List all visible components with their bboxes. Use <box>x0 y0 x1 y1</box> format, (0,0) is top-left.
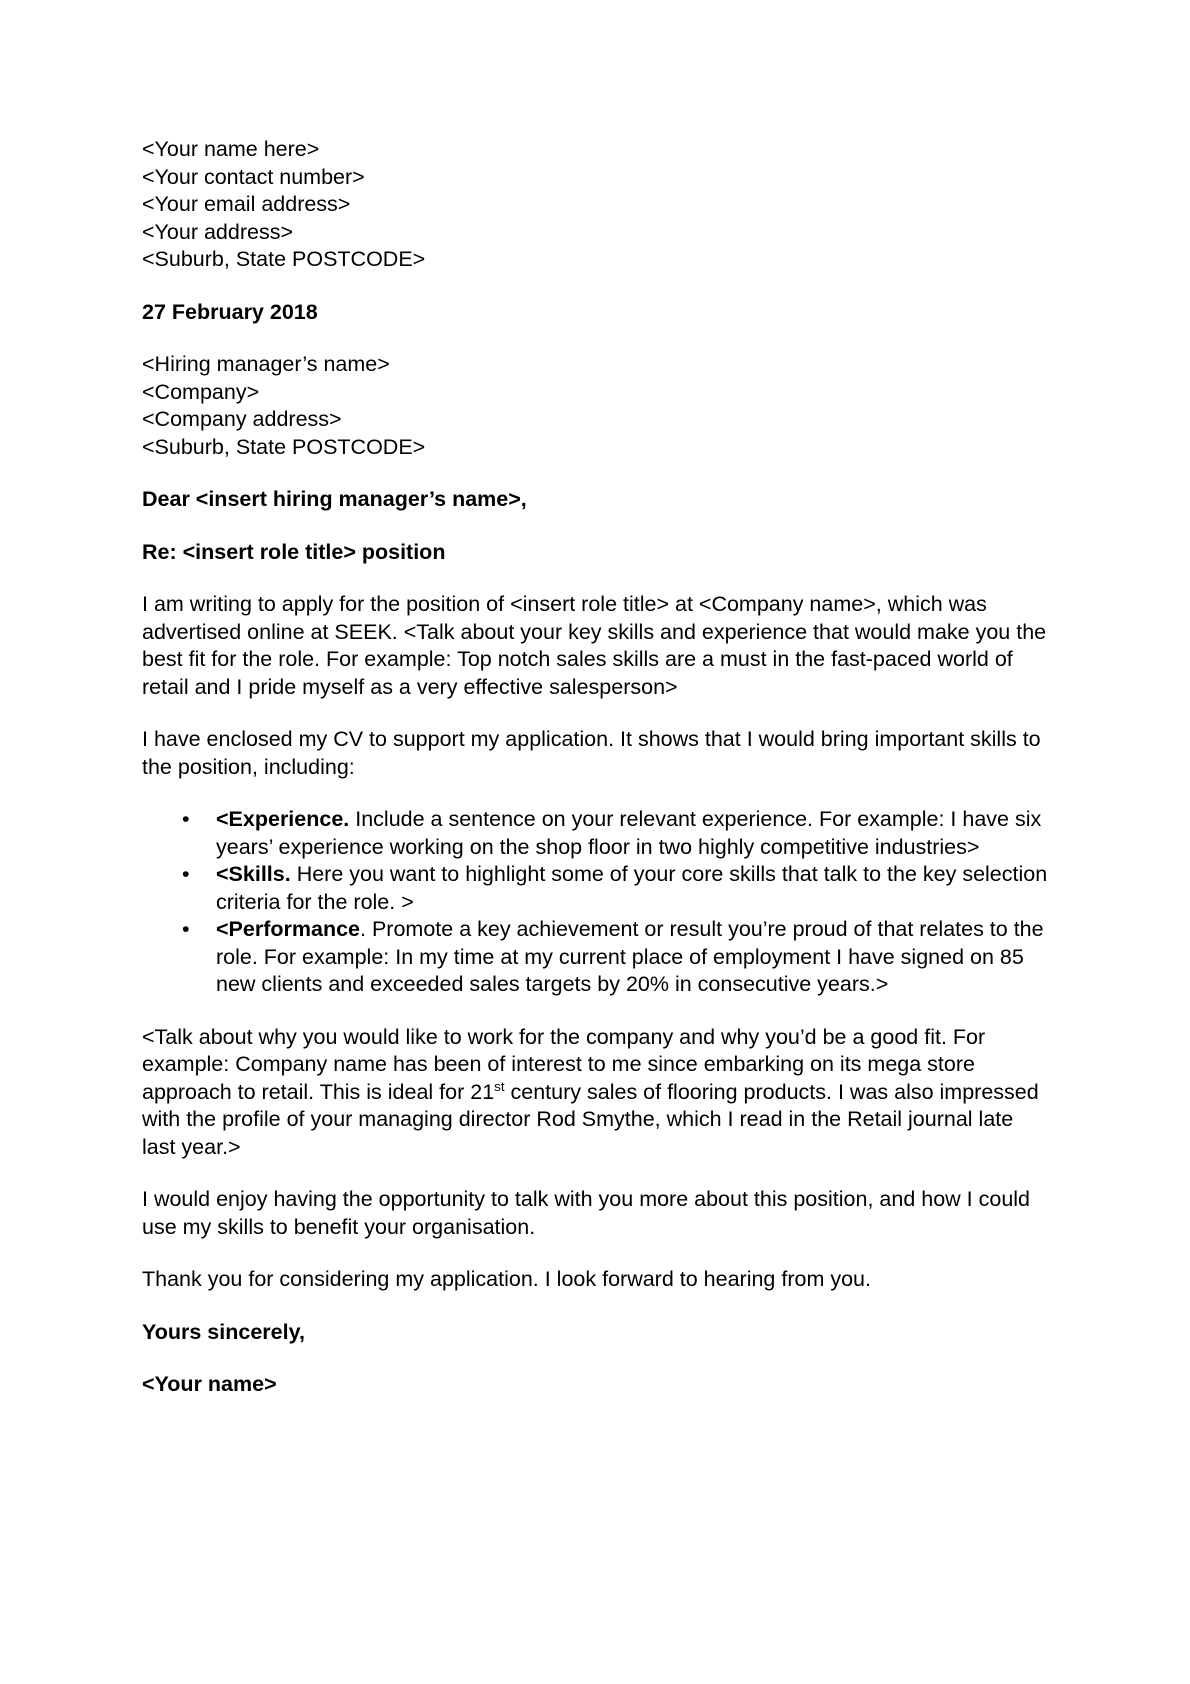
sender-block <box>142 136 1048 274</box>
sender-address: <Your address> <box>142 219 294 244</box>
paragraph-why-part1: <Talk about why you would like to work for the company and why you’d be a good fit. For example: Company name has been of interest to me since embarking on its mega store approach to retail. This is ideal for 21 <box>142 1024 986 1104</box>
bullet-icon: • <box>182 917 190 941</box>
paragraph-intro: I am writing to apply for the position of <insert role title> at <Company name>, which was advertised online at SEEK. <Talk about your key skills and experience that would make you the best fit for the role. For example: Top notch sales skills are a must in the fast-paced world of retail and I pride myself as a very effective salesperson> <box>142 592 1047 699</box>
paragraph-opportunity: I would enjoy having the opportunity to talk with you more about this position, and how I could use my skills to benefit your organisation. <box>142 1187 1031 1239</box>
list-item-skills <box>142 861 1048 916</box>
date-line: 27 February 2018 <box>142 299 318 324</box>
sender-contact-number: <Your contact number> <box>142 164 365 189</box>
list-item-experience <box>142 806 1048 861</box>
list-item-performance <box>142 916 1048 999</box>
sender-email: <Your email address> <box>142 192 351 216</box>
sender-name: <Your name here> <box>142 137 320 161</box>
paragraph-cv: I have enclosed my CV to support my application. It shows that I would bring important skills to the position, including: <box>142 727 1041 779</box>
bullet-lead-skills: <Skills. <box>216 862 291 886</box>
paragraph-why-part2: century sales of flooring products. I was also impressed with the profile of your managing director Rod Smythe, which I read in the Retail journal late last year.> <box>142 1079 1039 1159</box>
signature-name: <Your name> <box>142 1372 277 1396</box>
recipient-hiring-manager: <Hiring manager’s name> <box>142 352 390 376</box>
recipient-company: <Company> <box>142 379 260 404</box>
paragraph-thanks: Thank you for considering my application. I look forward to hearing from you. <box>142 1267 871 1291</box>
recipient-suburb: <Suburb, State POSTCODE> <box>142 434 426 459</box>
ordinal-superscript: st <box>494 1078 505 1094</box>
paragraph-why-company <box>142 1024 1048 1162</box>
bullet-body-performance: . Promote a key achievement or result you’re proud of that relates to the role. For example: In my time at my current place of employment I have signed on 85 new clients and exceeded sales targets by 20% in consecutive years.> <box>216 917 1044 996</box>
bullet-lead-experience: <Experience. <box>216 807 350 831</box>
bullet-icon: • <box>182 807 190 831</box>
bullet-body-experience: Include a sentence on your relevant experience. For example: I have six years’ experience working on the shop floor in two highly competitive industries> <box>216 807 1042 859</box>
bullet-icon: • <box>182 862 190 886</box>
sender-suburb: <Suburb, State POSTCODE> <box>142 247 426 271</box>
recipient-block <box>142 351 1048 461</box>
bullet-body-skills: Here you want to highlight some of your core skills that talk to the key selection criteria for the role. > <box>216 862 1048 914</box>
recipient-company-address: <Company address> <box>142 407 342 431</box>
closing-line: Yours sincerely, <box>142 1319 305 1344</box>
subject-line: Re: <insert role title> position <box>142 539 446 564</box>
bullet-lead-performance: <Performance <box>216 917 361 941</box>
skills-bullet-list <box>142 806 1048 999</box>
salutation: Dear <insert hiring manager’s name>, <box>142 487 527 511</box>
